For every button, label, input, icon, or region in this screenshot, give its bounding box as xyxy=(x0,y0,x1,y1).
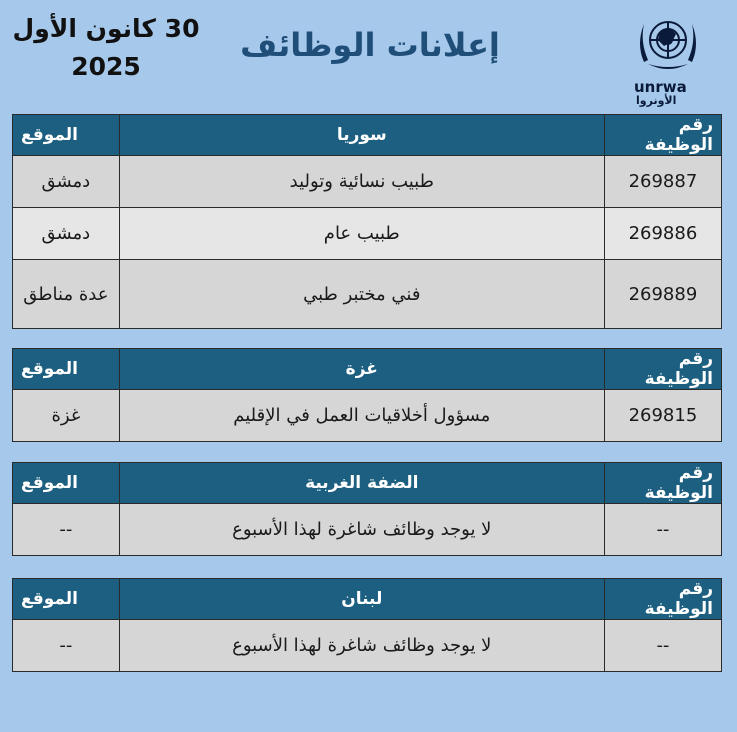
table-header-row xyxy=(13,115,722,156)
logo-latin-text: unrwa xyxy=(634,78,687,96)
job-title: طبيب عام xyxy=(119,208,604,260)
job-location: -- xyxy=(13,504,120,556)
date-year: 2025 xyxy=(71,52,141,81)
table-row xyxy=(13,260,722,329)
west-bank-jobs-table xyxy=(12,462,722,556)
syria-jobs-table xyxy=(12,114,722,329)
header-location: الموقع xyxy=(13,463,120,504)
table-header-row xyxy=(13,349,722,390)
date-day-month: 30 كانون الأول xyxy=(12,14,200,43)
job-location: -- xyxy=(13,620,120,672)
un-emblem-icon xyxy=(630,12,706,78)
job-location: دمشق xyxy=(13,156,120,208)
job-number: -- xyxy=(604,504,721,556)
header-job-number: رقم الوظيفة xyxy=(604,115,721,156)
lebanon-jobs-table xyxy=(12,578,722,672)
table-header-row xyxy=(13,463,722,504)
table-header-row xyxy=(13,579,722,620)
unrwa-logo xyxy=(630,12,710,108)
table-row xyxy=(13,620,722,672)
header-job-number: رقم الوظيفة xyxy=(604,579,721,620)
logo-arabic-text: الأونروا xyxy=(636,94,677,107)
header-location: الموقع xyxy=(13,349,120,390)
job-location: دمشق xyxy=(13,208,120,260)
table-row xyxy=(13,156,722,208)
header-region: سوريا xyxy=(119,115,604,156)
job-number: -- xyxy=(604,620,721,672)
header-region: الضفة الغربية xyxy=(119,463,604,504)
header-location: الموقع xyxy=(13,115,120,156)
header-job-number: رقم الوظيفة xyxy=(604,463,721,504)
header-region: لبنان xyxy=(119,579,604,620)
job-location: عدة مناطق xyxy=(13,260,120,329)
job-title: فني مختبر طبي xyxy=(119,260,604,329)
job-title: لا يوجد وظائف شاغرة لهذا الأسبوع xyxy=(119,620,604,672)
job-number: 269815 xyxy=(604,390,721,442)
page-title: إعلانات الوظائف xyxy=(240,26,500,64)
announcement-date xyxy=(6,10,206,86)
gaza-jobs-table xyxy=(12,348,722,442)
job-number: 269886 xyxy=(604,208,721,260)
job-location: غزة xyxy=(13,390,120,442)
table-row xyxy=(13,208,722,260)
job-title: طبيب نسائية وتوليد xyxy=(119,156,604,208)
job-title: مسؤول أخلاقيات العمل في الإقليم xyxy=(119,390,604,442)
job-number: 269889 xyxy=(604,260,721,329)
job-title: لا يوجد وظائف شاغرة لهذا الأسبوع xyxy=(119,504,604,556)
header-location: الموقع xyxy=(13,579,120,620)
table-row xyxy=(13,504,722,556)
table-row xyxy=(13,390,722,442)
header-job-number: رقم الوظيفة xyxy=(604,349,721,390)
job-number: 269887 xyxy=(604,156,721,208)
header-region: غزة xyxy=(119,349,604,390)
